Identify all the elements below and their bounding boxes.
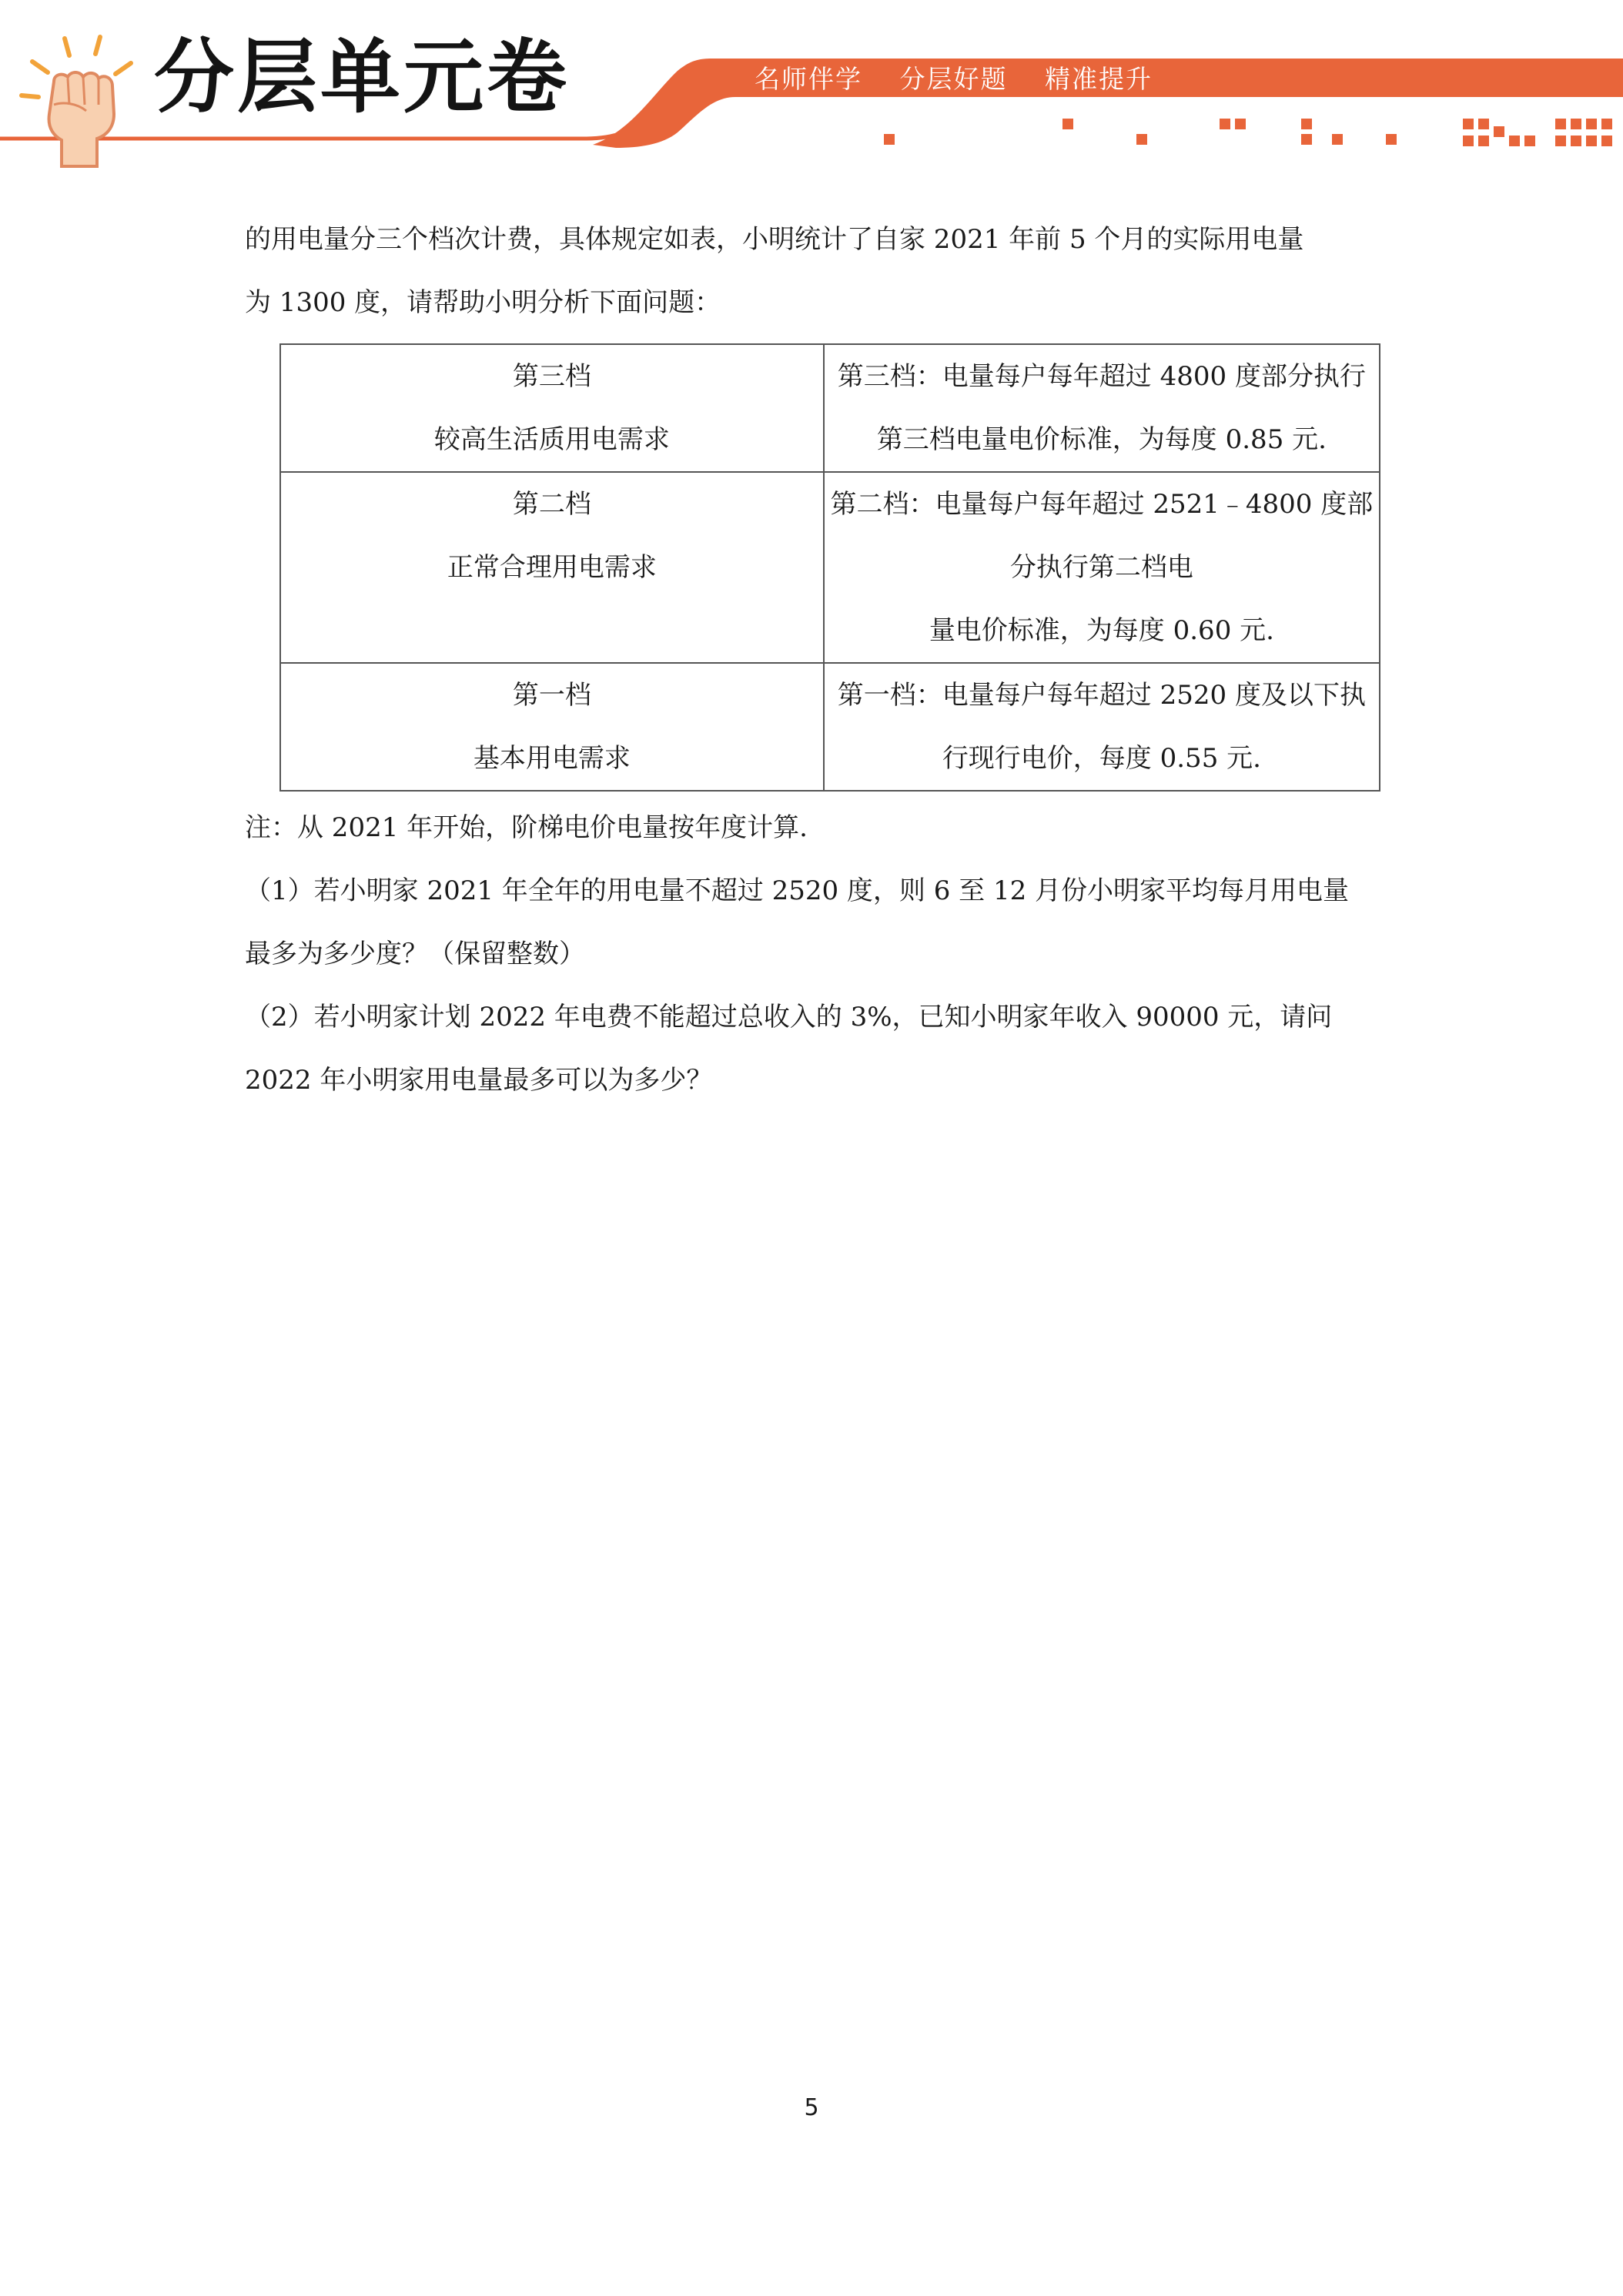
tier-desc-line: 行现行电价，每度 0.55 元. (942, 743, 1261, 774)
raised-fist-icon (17, 31, 140, 169)
tier-desc-line: 第三档：电量每户每年超过 4800 度部分执行 (837, 361, 1366, 392)
tier-need: 基本用电需求 (473, 743, 631, 774)
slogan-item: 分层好题 (899, 64, 1008, 94)
tier-name-cell (280, 472, 824, 663)
tier-desc-cell (824, 663, 1380, 791)
page-header (0, 0, 1623, 177)
tier-desc-cell (824, 472, 1380, 663)
tier-name-cell (280, 344, 824, 472)
tier-need: 正常合理用电需求 (447, 552, 657, 583)
tier-desc-line: 分执行第二档电 (1009, 552, 1193, 583)
tier-name: 第一档 (512, 680, 591, 711)
table-row (280, 663, 1380, 791)
tier-desc-line: 第一档：电量每户每年超过 2520 度及以下执 (837, 680, 1366, 711)
question-2-line: 2022 年小明家用电量最多可以为多少？ (245, 1065, 713, 1096)
intro-line: 为 1300 度，请帮助小明分析下面问题： (245, 287, 721, 318)
note-text: 注：从 2021 年开始，阶梯电价电量按年度计算. (245, 812, 808, 843)
tier-name: 第二档 (512, 489, 591, 520)
question-2-line: （2）若小明家计划 2022 年电费不能超过总收入的 3%，已知小明家年收入 90000 元，请问 (245, 1002, 1333, 1033)
slogan-item: 精准提升 (1045, 64, 1153, 94)
tier-desc-line: 第三档电量电价标准，为每度 0.85 元. (876, 424, 1327, 455)
tier-desc-cell (824, 344, 1380, 472)
question-content (245, 208, 1383, 1112)
slogan-item: 名师伴学 (755, 64, 862, 94)
brand-title: 分层单元卷 (154, 30, 571, 124)
tier-desc-line: 第二档：电量每户每年超过 2521﹣4800 度部 (830, 489, 1374, 520)
question-1-line: （1）若小明家 2021 年全年的用电量不超过 2520 度，则 6 至 12 月份小明家平均每月用电量 (245, 875, 1350, 906)
table-row (280, 472, 1380, 663)
tier-desc-line: 量电价标准，为每度 0.60 元. (929, 615, 1274, 646)
tier-name-cell (280, 663, 824, 791)
header-slogan (755, 59, 1180, 95)
question-1-line: 最多为多少度？（保留整数） (245, 939, 585, 969)
page-number: 5 (804, 2094, 819, 2121)
table-row (280, 344, 1380, 472)
electricity-tier-table (279, 343, 1380, 792)
tier-need: 较高生活质用电需求 (433, 424, 670, 455)
intro-line: 的用电量分三个档次计费，具体规定如表，小明统计了自家 2021 年前 5 个月的实际用电量 (245, 224, 1304, 255)
tier-name: 第三档 (512, 361, 591, 392)
